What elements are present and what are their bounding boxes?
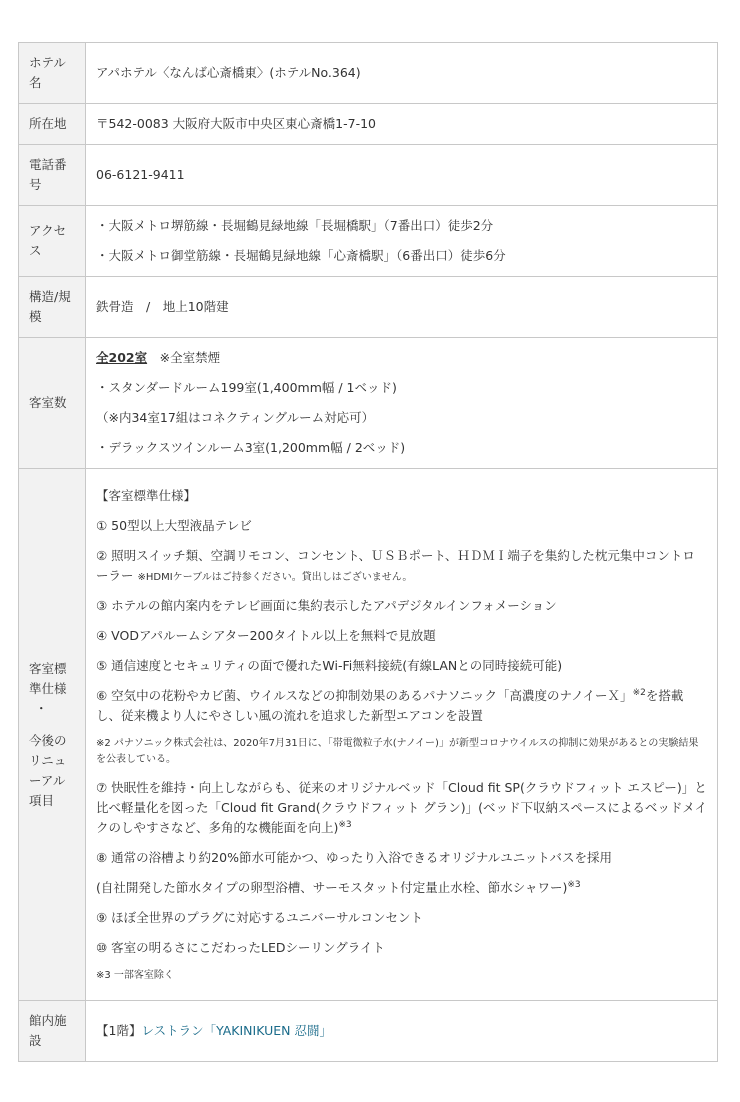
spec-note-2: ※2 パナソニック株式会社は、2020年7月31日に、「帯電微粒子水(ナノイー)」が新型コロナウイルスの抑制に効果があるとの実験結果を公表している。 bbox=[96, 737, 699, 765]
spec-item-6-sup: ※2 bbox=[632, 687, 646, 698]
spec-item-4: ④ VODアパルームシアター200タイトル以上を無料で見放題 bbox=[96, 627, 436, 643]
spec-item-1: ① 50型以上大型液晶テレビ bbox=[96, 517, 252, 533]
value-structure: 鉄骨造 / 地上10階建 bbox=[86, 277, 718, 338]
row-address bbox=[19, 104, 718, 145]
value-rooms bbox=[86, 338, 718, 469]
spec-note-3: ※3 一部客室除く bbox=[96, 969, 174, 981]
rooms-total: 全202室 bbox=[96, 350, 148, 365]
access-line-1: ・大阪メトロ堺筋線・長堀鶴見緑地線「長堀橋駅」（7番出口）徒歩2分 bbox=[96, 218, 494, 233]
access-line-2: ・大阪メトロ御堂筋線・長堀鶴見緑地線「心斎橋駅」（6番出口）徒歩6分 bbox=[96, 248, 506, 263]
rooms-line-3: ・デラックスツインルーム3室(1,200mm幅 / 2ベッド) bbox=[96, 440, 406, 455]
spec-item-2-note: ※HDMIケーブルはご持参ください。貸出しはございません。 bbox=[137, 571, 413, 583]
row-structure bbox=[19, 277, 718, 338]
label-rooms: 客室数 bbox=[19, 338, 86, 469]
value-specs bbox=[86, 469, 718, 1001]
row-phone bbox=[19, 145, 718, 206]
value-phone: 06-6121-9411 bbox=[86, 145, 718, 206]
spec-item-3: ③ ホテルの館内案内をテレビ画面に集約表示したアパデジタルインフォメーション bbox=[96, 597, 557, 613]
row-hotel-name bbox=[19, 43, 718, 104]
rooms-line-1: ・スタンダードルーム199室(1,400mm幅 / 1ベッド) bbox=[96, 380, 397, 395]
label-specs-part3: 今後のリニューアル項目 bbox=[29, 732, 67, 808]
facility-floor: 【1階】 bbox=[96, 1023, 142, 1038]
spec-item-8-sup: ※3 bbox=[567, 879, 581, 890]
label-phone: 電話番号 bbox=[19, 145, 86, 206]
rooms-total-line bbox=[96, 348, 707, 368]
row-rooms bbox=[19, 338, 718, 469]
label-facilities: 館内施設 bbox=[19, 1001, 86, 1062]
spec-item-9: ⑨ ほぼ全世界のプラグに対応するユニバーサルコンセント bbox=[96, 909, 424, 925]
spec-item-6-b: を搭載し、従来機より人にやさしい風の流れを追求した新型エアコンを設置 bbox=[96, 687, 684, 723]
hotel-info-table bbox=[18, 42, 718, 1062]
value-address: 〒542-0083 大阪府大阪市中央区東心斎橋1-7-10 bbox=[86, 104, 718, 145]
spec-item-7 bbox=[96, 778, 707, 838]
label-address: 所在地 bbox=[19, 104, 86, 145]
spec-item-8b-text: (自社開発した節水タイプの卵型浴槽、サーモスタット付定量止水栓、節水シャワー) bbox=[96, 879, 568, 895]
rooms-line-2: （※内34室17組はコネクティングルーム対応可） bbox=[96, 410, 375, 425]
value-access bbox=[86, 206, 718, 277]
row-facilities bbox=[19, 1001, 718, 1062]
specs-heading: 【客室標準仕様】 bbox=[96, 487, 197, 503]
spec-item-6 bbox=[96, 686, 707, 726]
row-specs bbox=[19, 469, 718, 1001]
spec-item-2-text: ② 照明スイッチ類、空調リモコン、コンセント、ＵＳＢポート、ＨＤＭＩ端子を集約した枕元集中コントローラー bbox=[96, 547, 695, 583]
spec-item-8b bbox=[96, 878, 707, 898]
spec-item-2 bbox=[96, 546, 707, 586]
value-hotel-name: アパホテル〈なんば心斎橋東〉(ホテルNo.364) bbox=[86, 43, 718, 104]
spec-item-7-text: ⑦ 快眠性を維持・向上しながらも、従来のオリジナルベッド「Cloud fit SP(クラウドフィット エスピー)」と比べ軽量化を図った「Cloud fit Grand(クラウドフィット グラン)」(ベッド下収納スペースによるベッドメイクのしやすさなど、多角的な機能面を向上) bbox=[96, 779, 707, 835]
restaurant-link[interactable]: レストラン「YAKINIKUEN 忍闘」 bbox=[141, 1023, 332, 1038]
spec-item-10: ⑩ 客室の明るさにこだわったLEDシーリングライト bbox=[96, 939, 385, 955]
label-specs bbox=[19, 469, 86, 1001]
label-structure: 構造/規模 bbox=[19, 277, 86, 338]
spec-item-8a: ⑧ 通常の浴槽より約20%節水可能かつ、ゆったり入浴できるオリジナルユニットバスを採用 bbox=[96, 849, 612, 865]
label-specs-part1: 客室標準仕様 bbox=[29, 660, 67, 696]
label-specs-part2: ・ bbox=[35, 700, 48, 716]
spec-item-7-sup: ※3 bbox=[338, 819, 352, 830]
label-hotel-name: ホテル名 bbox=[19, 43, 86, 104]
spec-item-6-a: ⑥ 空気中の花粉やカビ菌、ウイルスなどの抑制効果のあるパナソニック「高濃度のナノイーＸ」 bbox=[96, 687, 633, 703]
value-facilities bbox=[86, 1001, 718, 1062]
label-access: アクセス bbox=[19, 206, 86, 277]
spec-item-5: ⑤ 通信速度とセキュリティの面で優れたWi-Fi無料接続(有線LANとの同時接続可能) bbox=[96, 657, 563, 673]
row-access bbox=[19, 206, 718, 277]
hotel-info-panel bbox=[18, 42, 718, 1062]
rooms-total-note: ※全室禁煙 bbox=[147, 350, 221, 365]
